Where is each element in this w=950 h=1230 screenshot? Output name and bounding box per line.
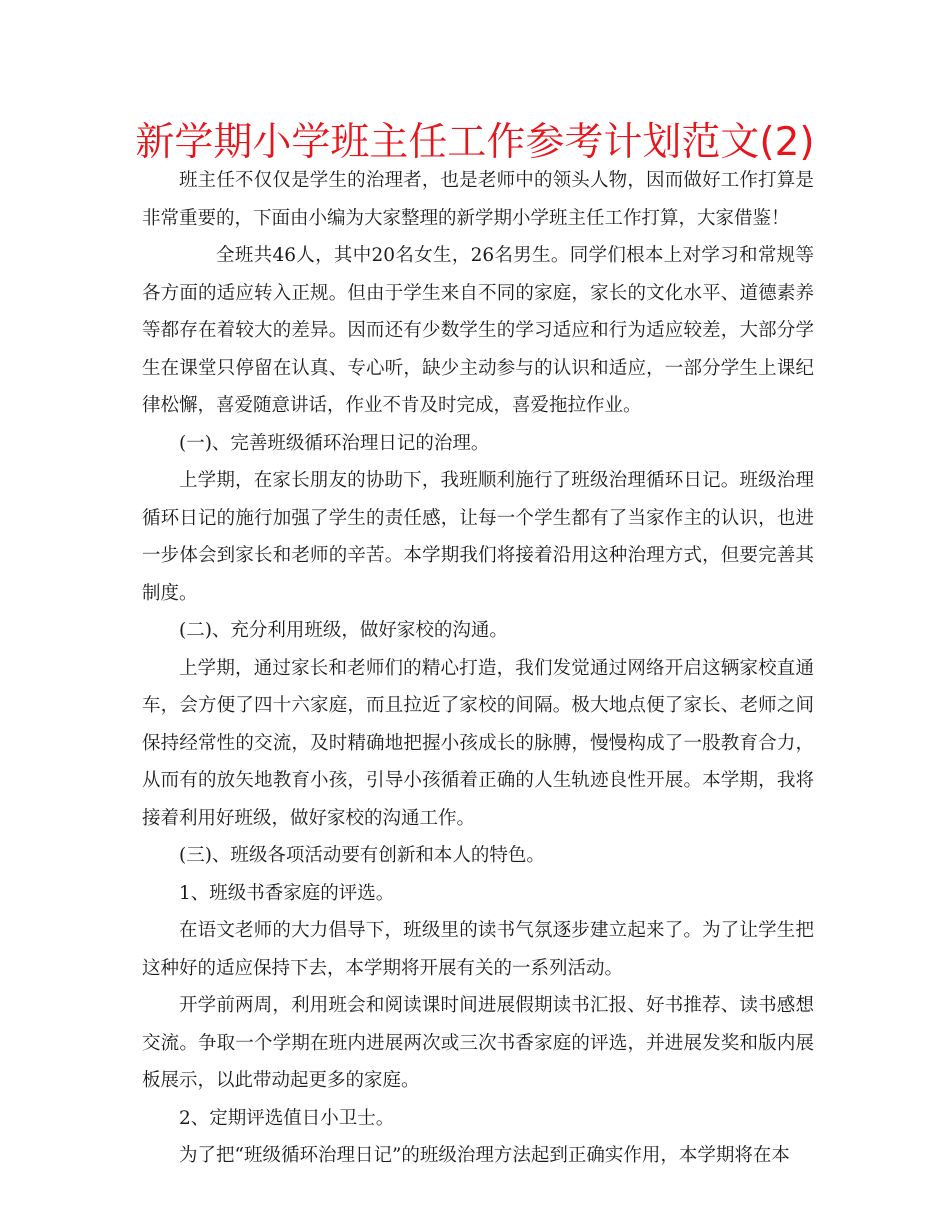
subsection-heading-1: 1、班级书香家庭的评选。 [179,882,395,904]
paragraph-subsection-1b: 开学前两周，利用班会和阅读课时间进展假期读书汇报、好书推荐、读书感想交流。争取一个学期在班内进展两次或三次书香家庭的评选，并进展发奖和版内展板展示，以此带动起更多的家庭。 [142,995,814,1091]
subsection-heading-2: 2、定期评选值日小卫士。 [179,1107,395,1129]
paragraph-subsection-2: 为了把“班级循环治理日记”的班级治理方法起到正确实作用，本学期将在本 [179,1145,790,1166]
paragraph-intro: 班主任不仅仅是学生的治理者，也是老师中的领头人物，因而做好工作打算是非常重要的，下面由小编为大家整理的新学期小学班主任工作打算，大家借鉴！ [142,170,814,229]
section-heading-1: (一)、完善班级循环治理日记的治理。 [179,432,490,454]
document-title: 新学期小学班主任工作参考计划范文(2) [135,120,815,165]
document-body [142,162,814,1175]
paragraph-section-1: 上学期，在家长朋友的协助下，我班顺利施行了班级治理循环日记。班级治理循环日记的施行加强了学生的责任感，让每一个学生都有了当家作主的认识，也进一步体会到家长和老师的辛苦。本学期我们将接着沿用这种治理方式，但要完善其制度。 [142,470,814,604]
paragraph-class-overview: 全班共46人，其中20名女生，26名男生。同学们根本上对学习和常规等各方面的适应转入正规。但由于学生来自不同的家庭，家长的文化水平、道德素养等都存在着较大的差异。因而还有少数学生的学习适应和行为适应较差，大部分学生在课堂只停留在认真、专心听，缺少主动参与的认识和适应，一部分学生上课纪律松懈，喜爱随意讲话，作业不肯及时完成，喜爱拖拉作业。 [142,245,814,416]
paragraph-section-2: 上学期，通过家长和老师们的精心打造，我们发觉通过网络开启这辆家校直通车，会方便了四十六家庭，而且拉近了家校的间隔。极大地点便了家长、老师之间保持经常性的交流，及时精确地把握小孩成长的脉膊，慢慢构成了一股教育合力，从而有的放矢地教育小孩，引导小孩循着正确的人生轨迹良性开展。本学期，我将接着利用好班级，做好家校的沟通工作。 [142,657,814,829]
section-heading-3: (三)、班级各项活动要有创新和本人的特色。 [179,845,545,866]
section-heading-2: (二)、充分利用班级，做好家校的沟通。 [179,620,508,641]
paragraph-subsection-1a: 在语文老师的大力倡导下，班级里的读书气氛逐步建立起来了。为了让学生把这种好的适应保持下去，本学期将开展有关的一系列活动。 [142,920,814,979]
